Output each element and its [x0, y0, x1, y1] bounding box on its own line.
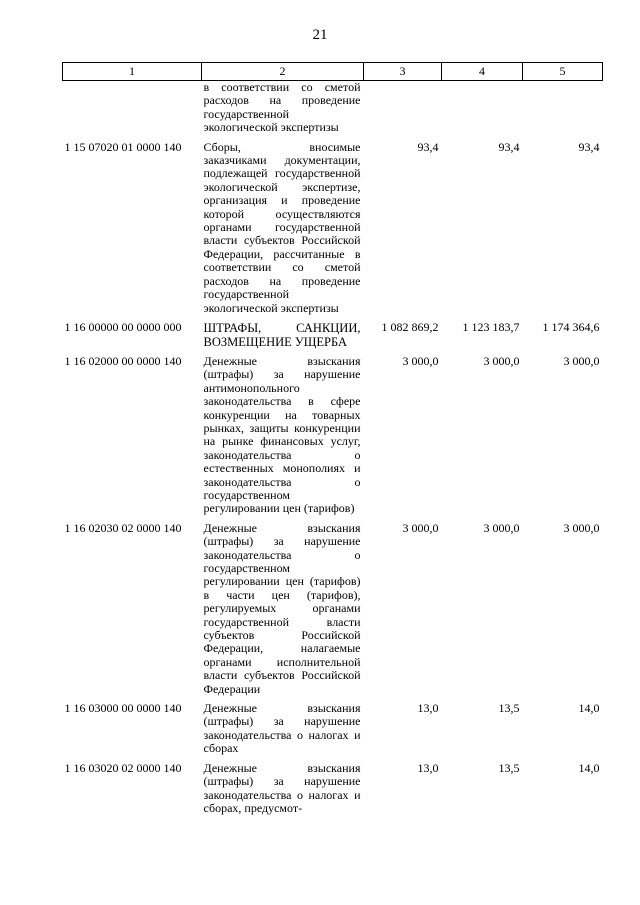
- value-year-1: 3 000,0: [402, 353, 439, 368]
- revenue-name: Денежные взыскания (штрафы) за нарушение антимонопольного законодательства в сфере конкуренции на товарных рынках, защиты конкуренции на рынке финансовых услуг, законодательства о естественных монополиях и законодательства о государственном регулировании цен (тарифов): [203, 353, 361, 516]
- column-header: 2: [202, 63, 364, 81]
- revenue-name: Денежные взыскания (штрафы) за нарушение законодательства о налогах и сборах: [203, 701, 361, 756]
- revenue-name: в соответствии со сметой расходов на проведение государственной экологической экспертизы: [203, 80, 361, 135]
- budget-code: [63, 81, 202, 135]
- revenue-name: Сборы, вносимые заказчиками документации, подлежащей государственной экологической экспертизе, организация и проведение которой осуществляются органами государственной власти субъектов Российской Федерации, рассчитанные в соответствии со сметой расходов на проведение государственной экологической экспертизы: [203, 139, 361, 315]
- value-year-2: 93,4: [498, 139, 520, 154]
- column-header: 4: [442, 63, 523, 81]
- budget-revenue-table: [62, 62, 603, 815]
- revenue-name: ШТРАФЫ, САНКЦИИ, ВОЗМЕЩЕНИЕ УЩЕРБА: [203, 320, 361, 349]
- value-year-3: 14,0: [578, 760, 600, 775]
- budget-code: 1 16 02000 00 0000 140: [64, 353, 182, 368]
- value-year-2: [442, 81, 523, 135]
- column-header: 5: [523, 63, 603, 81]
- value-year-3: 93,4: [578, 139, 600, 154]
- value-year-2: 13,5: [498, 760, 520, 775]
- value-year-1: 1 082 869,2: [381, 319, 439, 334]
- revenue-name: Денежные взыскания (штрафы) за нарушение законодательства о налогах и сборах, предусмот-: [203, 760, 361, 815]
- table-row: [63, 696, 603, 756]
- value-year-2: 13,5: [498, 701, 520, 716]
- column-header: 3: [364, 63, 442, 81]
- value-year-3: [523, 81, 603, 135]
- revenue-name: Денежные взыскания (штрафы) за нарушение законодательства о государственном регулировании цен (тарифов) в части цен (тарифов), регулируемых органами государственной власти субъектов Российской Федерации, налагаемые органами исполнительной власти субъектов Российской Федерации: [203, 520, 361, 696]
- value-year-3: 14,0: [578, 701, 600, 716]
- budget-code: 1 16 00000 00 0000 000: [64, 319, 182, 334]
- budget-code: 1 16 03000 00 0000 140: [64, 701, 182, 716]
- value-year-3: 3 000,0: [563, 353, 600, 368]
- table-row: [63, 349, 603, 516]
- value-year-2: 1 123 183,7: [462, 319, 520, 334]
- value-year-1: 93,4: [417, 139, 439, 154]
- page-number: 21: [312, 27, 328, 43]
- table-row: [63, 315, 603, 349]
- value-year-3: 3 000,0: [563, 520, 600, 535]
- value-year-2: 3 000,0: [483, 520, 520, 535]
- budget-code: 1 15 07020 01 0000 140: [64, 139, 182, 154]
- value-year-1: 13,0: [417, 760, 439, 775]
- table-row: [63, 516, 603, 696]
- table-row: [63, 81, 603, 135]
- value-year-3: 1 174 364,6: [542, 319, 600, 334]
- value-year-2: 3 000,0: [483, 353, 520, 368]
- table-row: [63, 135, 603, 315]
- column-header: 1: [63, 63, 202, 81]
- budget-code: 1 16 03020 02 0000 140: [64, 760, 182, 775]
- value-year-1: 13,0: [417, 701, 439, 716]
- table-header-row: [63, 63, 603, 81]
- value-year-1: 3 000,0: [402, 520, 439, 535]
- table-row: [63, 756, 603, 816]
- budget-code: 1 16 02030 02 0000 140: [64, 520, 182, 535]
- value-year-1: [364, 81, 442, 135]
